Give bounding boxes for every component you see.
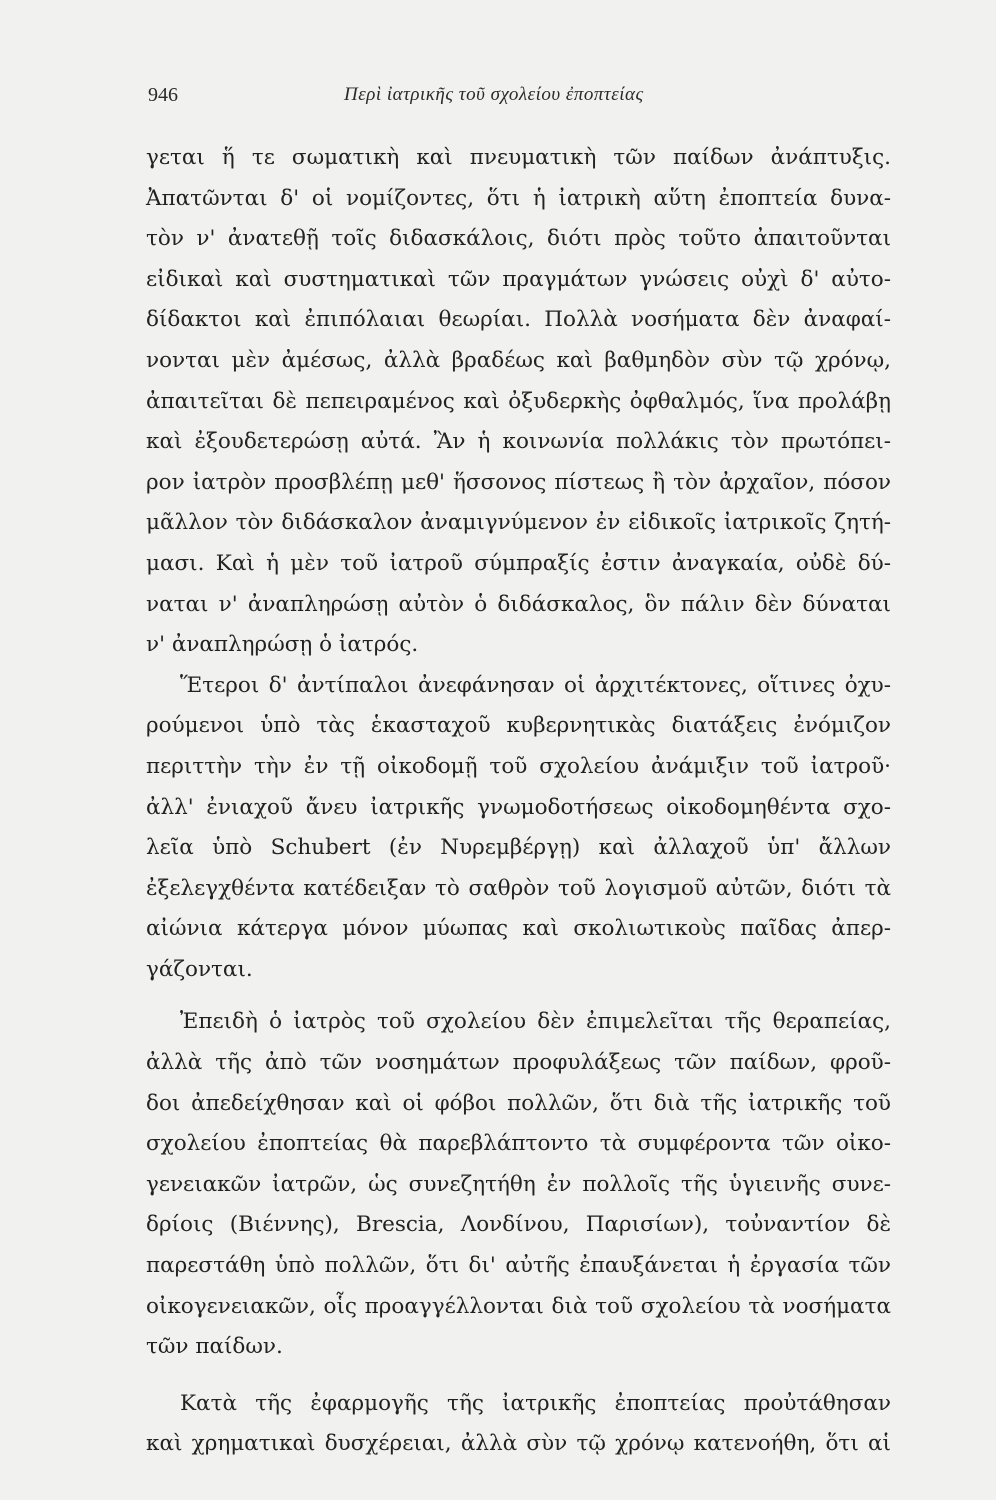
text-line: δίδακτοι καὶ ἐπιπόλαιαι θεωρίαι. Πολλὰ νοσήματα δὲν ἀναφαί- xyxy=(146,307,891,333)
page-header xyxy=(148,84,888,114)
text-line: περιττὴν τὴν ἐν τῇ οἰκοδομῇ τοῦ σχολείου ἀνάμιξιν τοῦ ἰατροῦ· xyxy=(146,753,891,779)
paragraph-4 xyxy=(146,1384,891,1465)
text-line: αἰώνια κάτεργα μόνον μύωπας καὶ σκολιωτικοὺς παῖδας ἀπερ- xyxy=(146,916,891,942)
running-head: Περὶ ἰατρικῆς τοῦ σχολείου ἐποπτείας xyxy=(344,84,644,105)
text-line: ρον ἰατρὸν προσβλέπῃ μεθ' ἥσσονος πίστεως ἢ τὸν ἀρχαῖον, πόσον xyxy=(146,469,891,495)
text-line: σχολείου ἐποπτείας θὰ παρεβλάπτοντο τὰ συμφέροντα τῶν οἰκο- xyxy=(146,1131,891,1157)
text-line: δοι ἀπεδείχθησαν καὶ οἱ φόβοι πολλῶν, ὅτι διὰ τῆς ἰατρικῆς τοῦ xyxy=(146,1090,891,1116)
text-line: ἐξελεγχθέντα κατέδειξαν τὸ σαθρὸν τοῦ λογισμοῦ αὐτῶν, διότι τὰ xyxy=(146,875,891,901)
text-line: νονται μὲν ἀμέσως, ἀλλὰ βραδέως καὶ βαθμηδὸν σὺν τῷ χρόνῳ, xyxy=(146,347,891,373)
text-line: μασι. Καὶ ἡ μὲν τοῦ ἰατροῦ σύμπραξίς ἐστιν ἀναγκαία, οὐδὲ δύ- xyxy=(146,550,891,576)
text-line: Ἕτεροι δ' ἀντίπαλοι ἀνεφάνησαν οἱ ἀρχιτέκτονες, οἵτινες ὀχυ- xyxy=(180,672,891,698)
paragraph-1 xyxy=(146,138,891,666)
text-line: ἀλλὰ τῆς ἀπὸ τῶν νοσημάτων προφυλάξεως τῶν παίδων, φροῦ- xyxy=(146,1050,891,1076)
text-line: παρεστάθη ὑπὸ πολλῶν, ὅτι δι' αὐτῆς ἐπαυξάνεται ἡ ἐργασία τῶν xyxy=(146,1253,891,1279)
text-line: λεῖα ὑπὸ Schubert (ἐν Νυρεμβέργῃ) καὶ ἀλλαχοῦ ὑπ' ἄλλων xyxy=(146,835,891,861)
text-line: δρίοις (Βιέννης), Brescia, Λονδίνου, Παρισίων), τοὐναντίον δὲ xyxy=(146,1212,891,1238)
paragraph-spacer xyxy=(146,990,891,1002)
text-line: μᾶλλον τὸν διδάσκαλον ἀναμιγνύμενον ἐν εἰδικοῖς ἰατρικοῖς ζητή- xyxy=(146,510,891,536)
text-line: Κατὰ τῆς ἐφαρμογῆς τῆς ἰατρικῆς ἐποπτείας προὐτάθησαν xyxy=(180,1390,891,1416)
text-line: ἀπαιτεῖται δὲ πεπειραμένος καὶ ὀξυδερκὴς ὀφθαλμός, ἵνα προλάβῃ xyxy=(146,388,891,414)
text-line: γεται ἥ τε σωματικὴ καὶ πνευματικὴ τῶν παίδων ἀνάπτυξις. xyxy=(146,145,891,170)
text-line: οἰκογενειακῶν, οἷς προαγγέλλονται διὰ τοῦ σχολείου τὰ νοσήματα xyxy=(146,1293,891,1319)
text-line: γενειακῶν ἰατρῶν, ὡς συνεζητήθη ἐν πολλοῖς τῆς ὑγιεινῆς συνε- xyxy=(146,1171,891,1197)
text-line: καὶ χρηματικαὶ δυσχέρειαι, ἀλλὰ σὺν τῷ χρόνῳ κατενοήθη, ὅτι αἱ xyxy=(146,1431,891,1457)
text-line: ρούμενοι ὑπὸ τὰς ἑκασταχοῦ κυβερνητικὰς διατάξεις ἐνόμιζον xyxy=(146,713,891,739)
text-line: Ἀπατῶνται δ' οἱ νομίζοντες, ὅτι ἡ ἰατρικὴ αὕτη ἐποπτεία δυνα- xyxy=(146,185,891,211)
text-line: γάζονται. xyxy=(146,956,253,982)
paragraph-2 xyxy=(146,666,891,991)
text-body xyxy=(146,138,891,1465)
text-line: ν' ἀναπληρώσῃ ὁ ἰατρός. xyxy=(146,632,419,658)
page-number: 946 xyxy=(148,84,178,106)
text-line: τῶν παίδων. xyxy=(146,1334,283,1360)
paragraph-3 xyxy=(146,1002,891,1367)
text-line: ναται ν' ἀναπληρώσῃ αὐτὸν ὁ διδάσκαλος, ὃν πάλιν δὲν δύναται xyxy=(146,591,891,617)
text-line: εἰδικαὶ καὶ συστηματικαὶ τῶν πραγμάτων γνώσεις οὐχὶ δ' αὐτο- xyxy=(146,266,891,292)
text-line: καὶ ἐξουδετερώσῃ αὐτά. Ἂν ἡ κοινωνία πολλάκις τὸν πρωτόπει- xyxy=(146,429,891,455)
text-line: ἀλλ' ἐνιαχοῦ ἄνευ ἰατρικῆς γνωμοδοτήσεως οἰκοδομηθέντα σχο- xyxy=(146,794,891,820)
text-line: Ἐπειδὴ ὁ ἰατρὸς τοῦ σχολείου δὲν ἐπιμελεῖται τῆς θεραπείας, xyxy=(180,1009,891,1035)
text-line: τὸν ν' ἀνατεθῇ τοῖς διδασκάλοις, διότι πρὸς τοῦτο ἀπαιτοῦνται xyxy=(146,226,891,252)
paragraph-spacer xyxy=(146,1368,891,1384)
